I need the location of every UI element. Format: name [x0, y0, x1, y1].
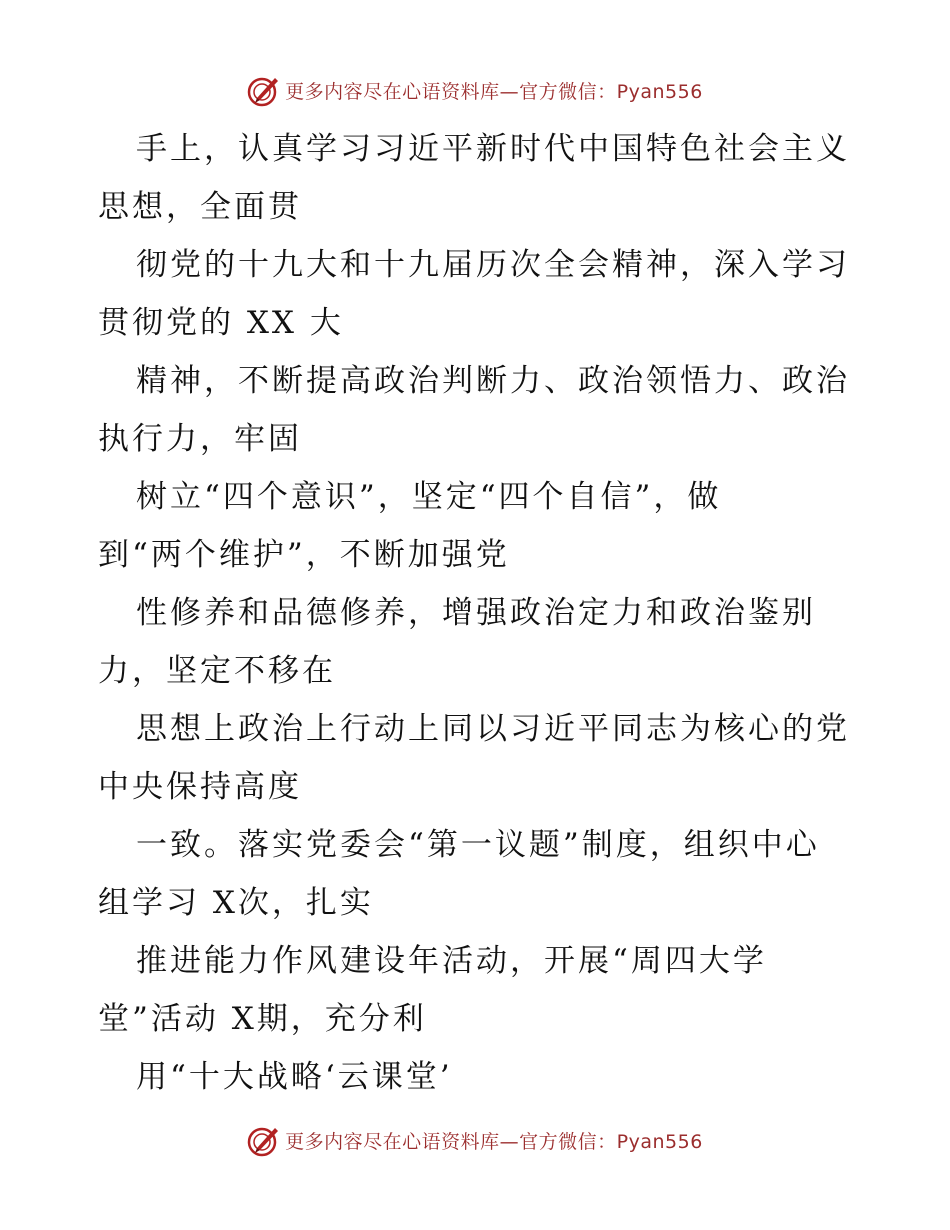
- header-banner: [0, 70, 950, 110]
- body-line: 用“十大战略‘云课堂’: [136, 1059, 453, 1095]
- footer-banner: [0, 1120, 950, 1160]
- pen-nib-logo-icon: [247, 1123, 281, 1157]
- body-line: 贯彻党的 XX 大: [98, 305, 344, 341]
- body-line: 执行力，牢固: [98, 421, 302, 457]
- body-line: 中央保持高度: [98, 769, 302, 805]
- footer-banner-text: 更多内容尽在心语资料库—官方微信：Pyan556: [285, 1130, 703, 1153]
- pen-nib-logo-icon: [247, 73, 281, 107]
- body-line: 组学习 X次，扎实: [98, 885, 374, 921]
- body-line: 性修养和品德修养，增强政治定力和政治鉴别: [136, 595, 816, 631]
- document-body: [98, 120, 868, 1106]
- body-line: 一致。落实党委会“第一议题”制度，组织中心: [136, 827, 820, 863]
- body-line: 彻党的十九大和十九届历次全会精神，深入学习: [136, 247, 850, 283]
- header-banner-text: 更多内容尽在心语资料库—官方微信：Pyan556: [285, 80, 703, 103]
- body-line: 到“两个维护”，不断加强党: [98, 537, 510, 573]
- body-line: 力，坚定不移在: [98, 653, 336, 689]
- body-line: 推进能力作风建设年活动，开展“周四大学: [136, 943, 767, 979]
- body-line: 树立“四个意识”，坚定“四个自信”，做: [136, 479, 722, 515]
- body-line: 堂”活动 X期，充分利: [98, 1001, 427, 1037]
- body-line: 思想，全面贯: [98, 189, 302, 225]
- body-line: 精神，不断提高政治判断力、政治领悟力、政治: [136, 363, 850, 399]
- body-line: 思想上政治上行动上同以习近平同志为核心的党: [136, 711, 850, 747]
- body-line: 手上，认真学习习近平新时代中国特色社会主义: [136, 131, 850, 167]
